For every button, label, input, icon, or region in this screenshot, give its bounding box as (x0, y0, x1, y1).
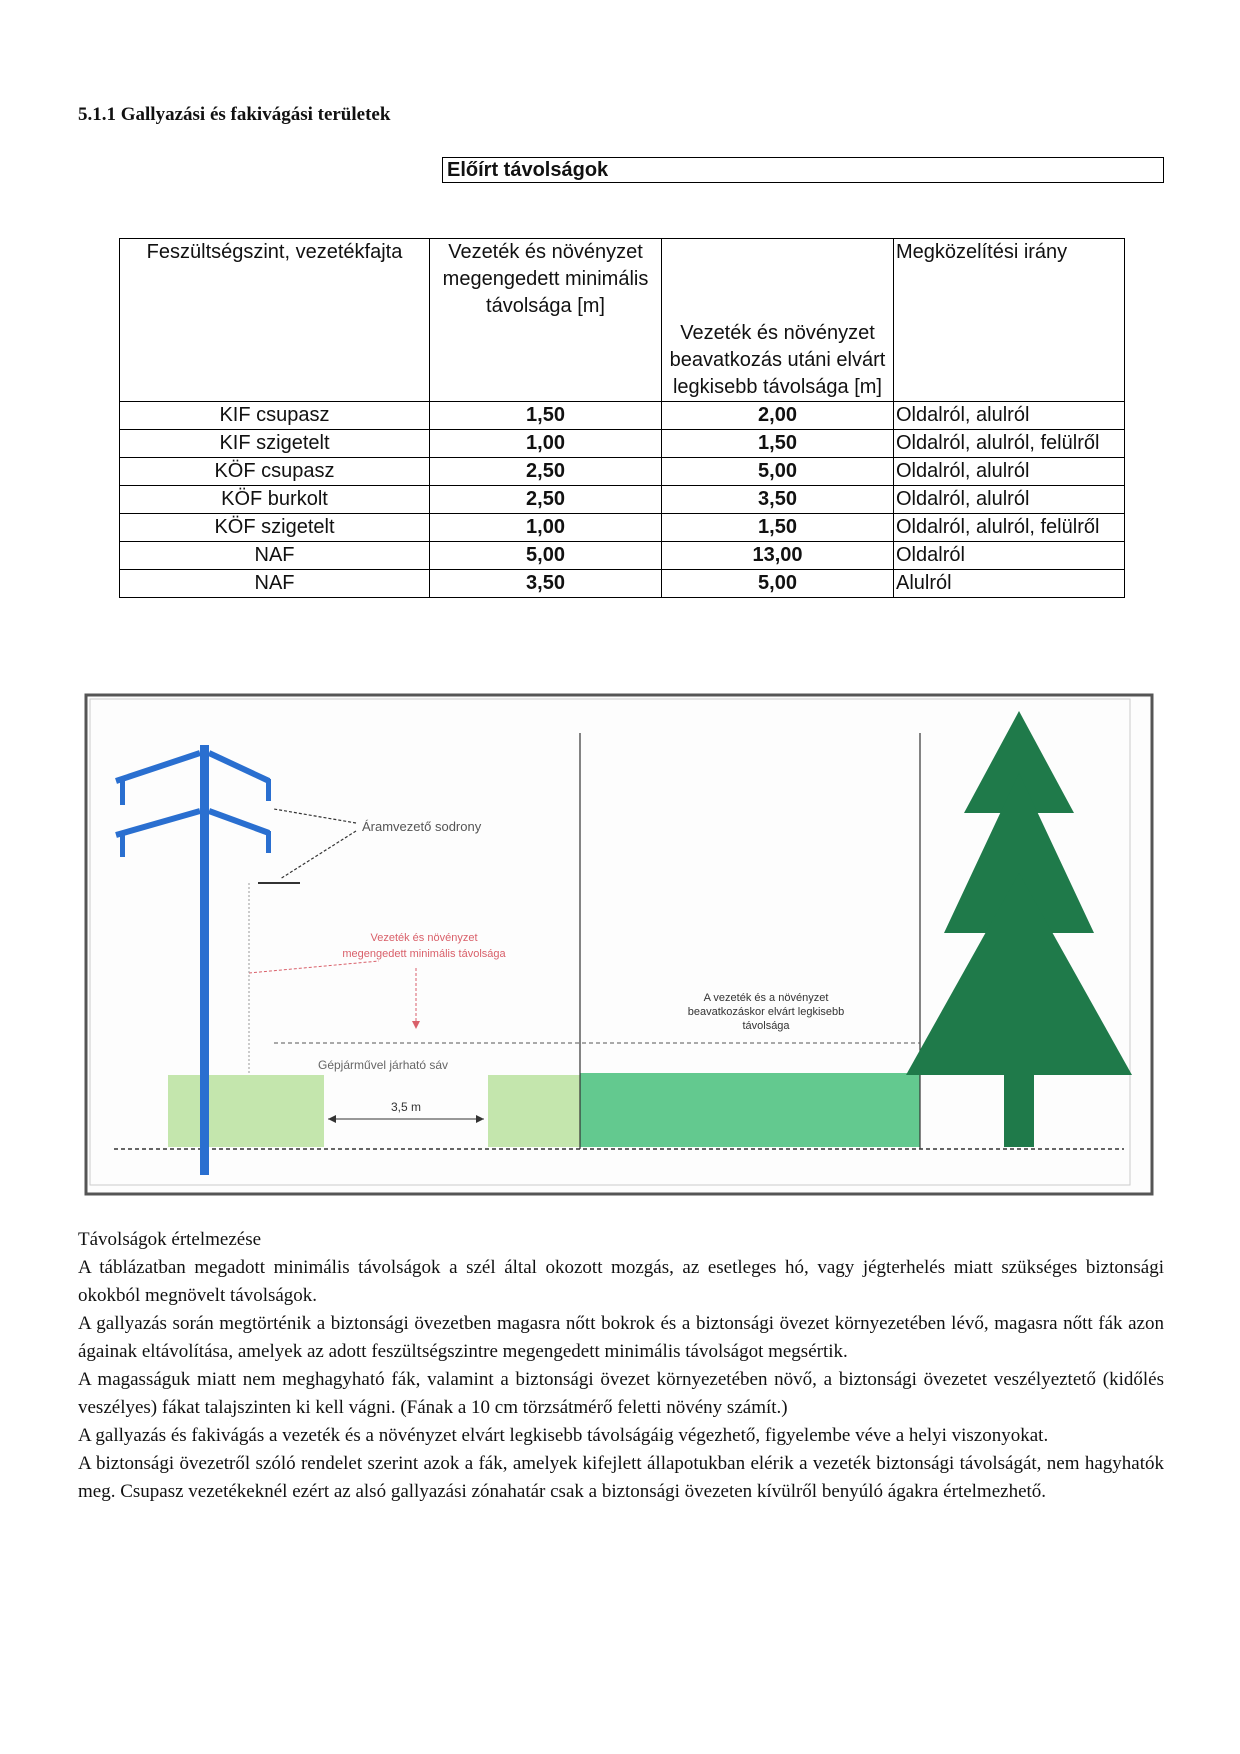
cell-expected: 1,50 (662, 430, 894, 458)
header-expected-distance: Vezeték és növényzet beavatkozás utáni elvárt legkisebb távolsága [m] (662, 239, 894, 402)
cell-expected: 13,00 (662, 542, 894, 570)
cell-expected: 2,00 (662, 402, 894, 430)
table-row (120, 402, 1125, 430)
cell-type: KÖF szigetelt (120, 514, 430, 542)
cell-direction: Oldalról, alulról (894, 402, 1125, 430)
cell-min: 2,50 (430, 458, 662, 486)
cell-min: 5,00 (430, 542, 662, 570)
body-text (78, 1226, 1164, 1506)
table-row (120, 542, 1125, 570)
body-paragraph: A táblázatban megadott minimális távolságok a szél által okozott mozgás, az esetleges hó, vagy jégterhelés miatt szükséges biztonsági okokból megnövelt távolságok. (78, 1257, 1164, 1306)
body-paragraph: A magasságuk miatt nem meghagyható fák, valamint a biztonsági övezet környezetében növő, a biztonsági övezetet veszélyeztető (kidőlés veszélyes) fákat talajszinten ki kell vágni. (Fának a 10 cm törzsátmérő feletti növény számít.) (78, 1369, 1164, 1418)
section-heading: 5.1.1 Gallyazási és fakivágási területek (78, 104, 391, 125)
cell-min: 1,00 (430, 430, 662, 458)
cell-type: NAF (120, 542, 430, 570)
cell-type: KIF szigetelt (120, 430, 430, 458)
label-expected-line2: beavatkozáskor elvárt legkisebb (687, 1006, 845, 1018)
cell-expected: 5,00 (662, 458, 894, 486)
cell-type: KIF csupasz (120, 402, 430, 430)
body-paragraph: A gallyazás során megtörténik a biztonsági övezetben magasra nőtt bokrok és a biztonsági övezet környezetében lévő, magasra nőtt fák azon ágainak eltávolítása, amelyek az adott feszültségszintre megengedett minimális távolságot megsértik. (78, 1313, 1164, 1362)
body-title: Távolságok értelmezése (78, 1229, 262, 1250)
cell-expected: 5,00 (662, 570, 894, 598)
label-min-distance-line2: megengedett minimális távolsága (342, 948, 506, 960)
cell-expected: 1,50 (662, 514, 894, 542)
header-direction: Megközelítési irány (894, 239, 1125, 402)
label-lane: Gépjárművel járható sáv (318, 1058, 449, 1072)
table-row (120, 458, 1125, 486)
clearance-diagram (84, 693, 1154, 1196)
grass-area-middle (488, 1075, 580, 1147)
label-expected-line3: távolsága (742, 1020, 790, 1032)
distances-box-title: Előírt távolságok (442, 157, 1164, 183)
header-min-distance: Vezeték és növényzet megengedett minimális távolsága [m] (430, 239, 662, 402)
cell-direction: Oldalról, alulról, felülről (894, 514, 1125, 542)
cell-direction: Oldalról, alulról (894, 486, 1125, 514)
table-row (120, 430, 1125, 458)
cell-direction: Alulról (894, 570, 1125, 598)
cell-type: KÖF csupasz (120, 458, 430, 486)
distances-table (119, 238, 1125, 598)
label-width: 3,5 m (390, 1100, 422, 1114)
grass-area-right (580, 1073, 920, 1147)
table-row (120, 486, 1125, 514)
cell-min: 2,50 (430, 486, 662, 514)
cell-type: KÖF burkolt (120, 486, 430, 514)
table-row (120, 570, 1125, 598)
table-header-row (120, 239, 1125, 402)
cell-direction: Oldalról (894, 542, 1125, 570)
cell-type: NAF (120, 570, 430, 598)
cell-expected: 3,50 (662, 486, 894, 514)
label-expected-line1: A vezeték és a növényzet (703, 992, 829, 1004)
table-row (120, 514, 1125, 542)
cell-min: 3,50 (430, 570, 662, 598)
cell-direction: Oldalról, alulról (894, 458, 1125, 486)
grass-area-left (168, 1075, 324, 1147)
label-min-distance-line1: Vezeték és növényzet (370, 932, 478, 944)
header-voltage-type: Feszültségszint, vezetékfajta (120, 239, 430, 402)
cell-direction: Oldalról, alulról, felülről (894, 430, 1125, 458)
label-wire: Áramvezető sodrony (362, 819, 482, 834)
body-paragraph: A gallyazás és fakivágás a vezeték és a növényzet elvárt legkisebb távolságáig végezhető, figyelembe véve a helyi viszonyokat. (78, 1425, 1049, 1446)
cell-min: 1,00 (430, 514, 662, 542)
body-paragraph: A biztonsági övezetről szóló rendelet szerint azok a fák, amelyek kifejlett állapotukban elérik a vezeték biztonsági távolságát, nem hagyhatók meg. Csupasz vezetékeknél ezért az alsó gallyazási zónahatár csak a biztonsági övezeten kívülről benyúló ágakra értelmezhető. (78, 1453, 1164, 1502)
cell-min: 1,50 (430, 402, 662, 430)
